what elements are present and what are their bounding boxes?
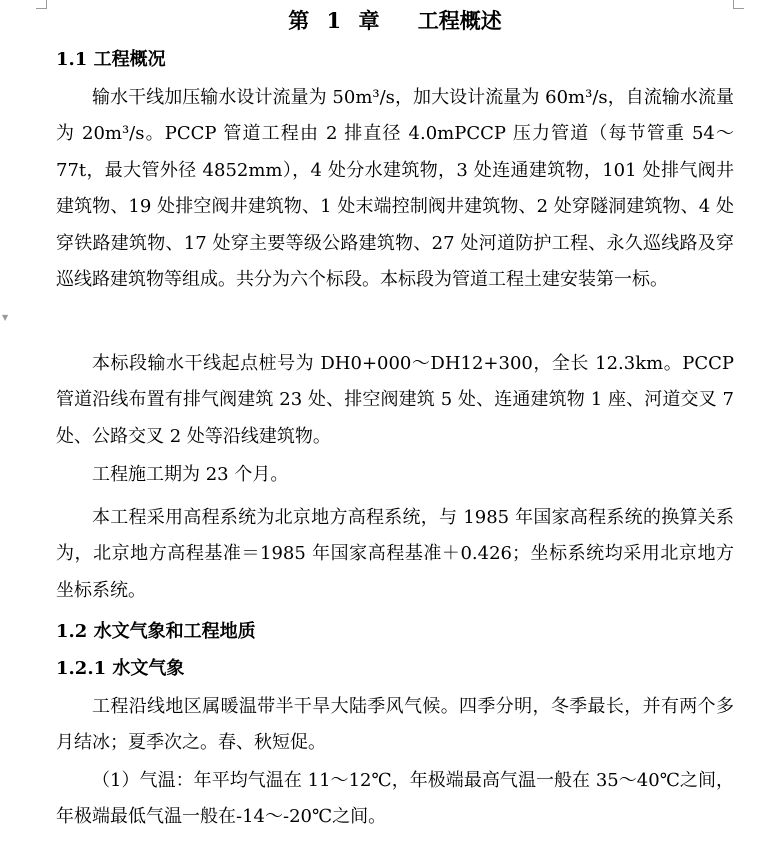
paragraph-construction-period: 工程施工期为 23 个月。 [92,464,289,485]
paragraph-elevation-system: 本工程采用高程系统为北京地方高程系统，与 1985 年国家高程系统的换算关系为，北京地方高程基准＝1985 年国家高程基准＋0.426；坐标系统均采用北京地方坐标系统。 [56,507,734,601]
section-heading-1-2: 1.2 水文气象和工程地质 [56,621,256,642]
paragraph-section-scope: 本标段输水干线起点桩号为 DH0+000～DH12+300，全长 12.3km。PCCP 管道沿线布置有排气阀建筑 23 处、排空阀建筑 5 处、连通建筑物 1 座、河道交叉 7 处、公路交叉 2 处等沿线建筑物。 [56,353,734,447]
section-heading-1-1: 1.1 工程概况 [56,49,166,70]
page-corner-mark-top-left [36,0,47,9]
chapter-title: 第 1 章 工程概述 [288,8,502,33]
section-heading-1-2-1: 1.2.1 水文气象 [56,658,185,679]
margin-arrow-icon: ▼ [2,313,9,322]
paragraph-climate: 工程沿线地区属暖温带半干旱大陆季风气候。四季分明，冬季最长，并有两个多月结冰；夏季次之。春、秋短促。 [56,696,734,754]
paragraph-overview: 输水干线加压输水设计流量为 50m³/s，加大设计流量为 60m³/s，自流输水流量为 20m³/s。PCCP 管道工程由 2 排直径 4.0mPCCP 压力管道（每节管重 54～77t，最大管外径 4852mm），4 处分水建筑物，3 处连通建筑物，101 处排气阀井建筑物、19 处排空阀井建筑物、1 处末端控制阀井建筑物、2 处穿隧洞建筑物、4 处穿铁路建筑物、17 处穿主要等级公路建筑物、27 处河道防护工程、永久巡线路及穿巡线路建筑物等组成。共分为六个标段。本标段为管道工程土建安装第一标。 [56,87,734,291]
paragraph-temperature: （1）气温：年平均气温在 11～12℃，年极端最高气温一般在 35～40℃之间，年极端最低气温一般在-14～-20℃之间。 [56,770,734,828]
page-corner-mark-top-right [733,0,744,9]
